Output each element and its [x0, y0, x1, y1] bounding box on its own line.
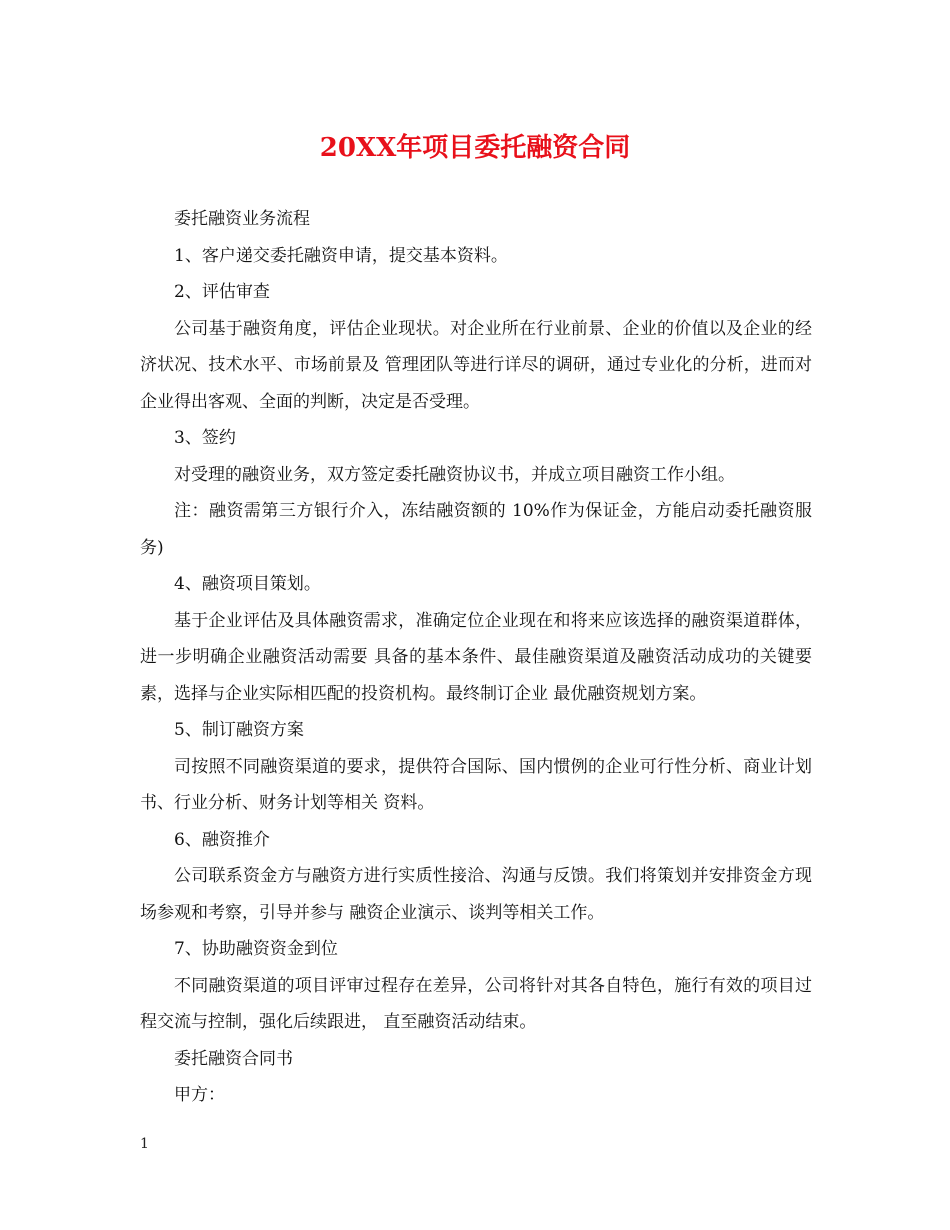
paragraph: 7、协助融资资金到位 — [174, 939, 338, 959]
paragraph: 甲方： — [174, 1085, 225, 1105]
page-number: 1 — [140, 1136, 149, 1152]
paragraph: 基于企业评估及具体融资需求，准确定位企业现在和将来应该选择的融资渠道群体，进一步明确企业融资活动需要 具备的基本条件、最佳融资渠道及融资活动成功的关键要素，选择与企业实际相匹配的投资机构。最终制订企业 最优融资规划方案。 — [140, 610, 812, 704]
document-body — [140, 201, 812, 1114]
paragraph: 委托融资业务流程 — [174, 209, 310, 229]
paragraph: 公司基于融资角度，评估企业现状。对企业所在行业前景、企业的价值以及企业的经济状况、技术水平、市场前景及 管理团队等进行详尽的调研，通过专业化的分析，进而对企业得出客观、全面的判断，决定是否受理。 — [140, 318, 812, 412]
document-title: 20XX年项目委托融资合同 — [319, 133, 631, 163]
paragraph: 注：融资需第三方银行介入，冻结融资额的 10%作为保证金，方能启动委托融资服务) — [140, 501, 812, 558]
paragraph: 4、融资项目策划。 — [174, 574, 321, 594]
paragraph: 2、评估审查 — [174, 282, 270, 302]
paragraph: 不同融资渠道的项目评审过程存在差异，公司将针对其各自特色，施行有效的项目过程交流与控制，强化后续跟进， 直至融资活动结束。 — [140, 975, 812, 1032]
paragraph: 6、融资推介 — [174, 829, 270, 850]
paragraph: 司按照不同融资渠道的要求，提供符合国际、国内惯例的企业可行性分析、商业计划书、行业分析、财务计划等相关 资料。 — [140, 756, 812, 813]
paragraph: 委托融资合同书 — [174, 1048, 293, 1069]
paragraph: 3、签约 — [174, 428, 236, 448]
paragraph: 对受理的融资业务，双方签定委托融资协议书，并成立项目融资工作小组。 — [174, 464, 735, 485]
paragraph: 5、制订融资方案 — [174, 720, 304, 740]
paragraph: 公司联系资金方与融资方进行实质性接洽、沟通与反馈。我们将策划并安排资金方现场参观和考察，引导并参与 融资企业演示、谈判等相关工作。 — [140, 866, 812, 923]
paragraph: 1、客户递交委托融资申请，提交基本资料。 — [174, 245, 508, 266]
